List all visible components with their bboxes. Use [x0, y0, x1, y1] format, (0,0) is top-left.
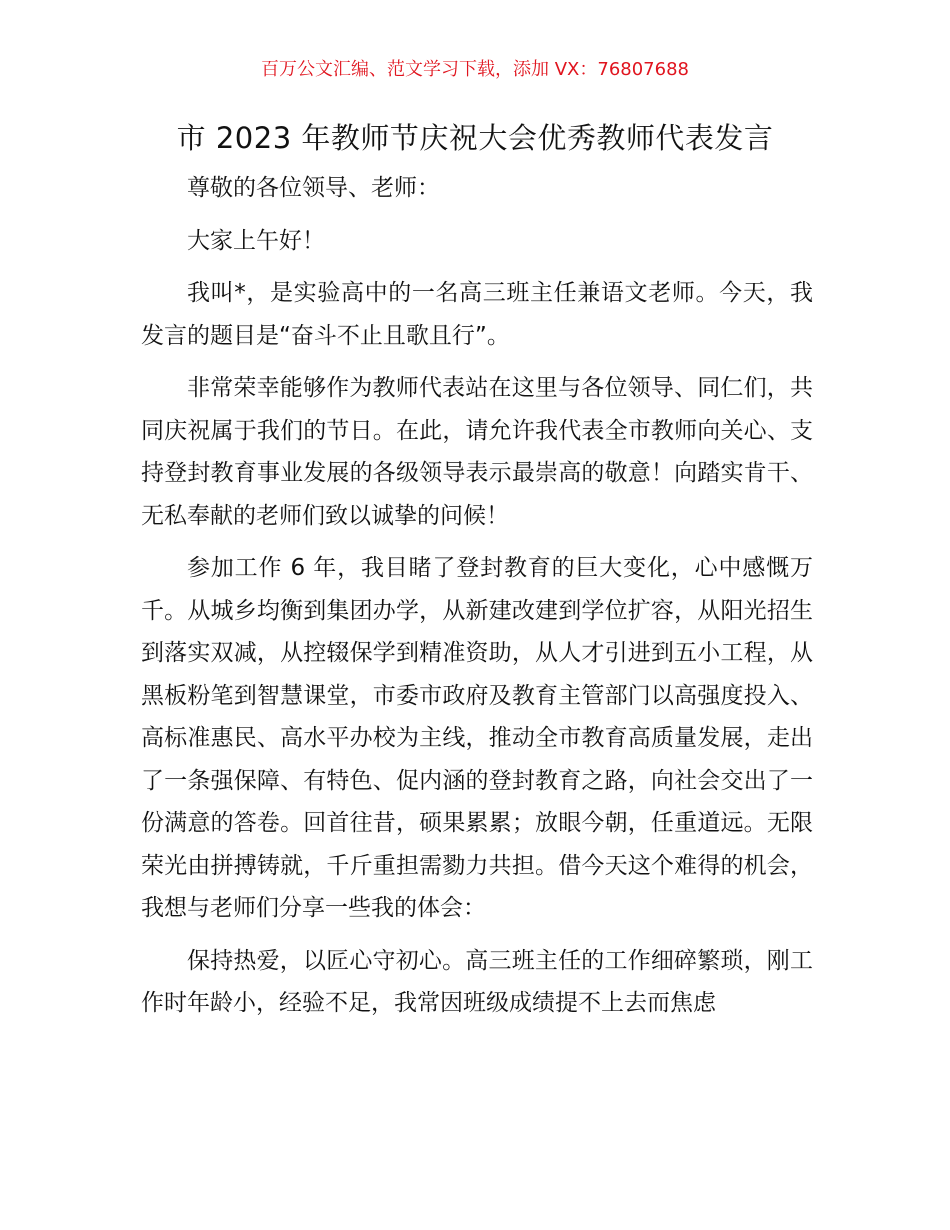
document-title: 市 2023 年教师节庆祝大会优秀教师代表发言	[176, 121, 774, 155]
paragraph-thanks: 非常荣幸能够作为教师代表站在这里与各位领导、同仁们，共同庆祝属于我们的节日。在此，请允许我代表全市教师向关心、支持登封教育事业发展的各级领导表示最崇高的敬意！向踏实肯干、无私奉献的老师们致以诚挚的问候！	[141, 375, 813, 529]
paragraph-salutation: 尊敬的各位领导、老师：	[187, 175, 440, 201]
paragraph-experience: 保持热爱，以匠心守初心。高三班主任的工作细碎繁琐，刚工作时年龄小，经验不足，我常因班级成绩提不上去而焦虑	[141, 947, 813, 1016]
watermark-header: 百万公文汇编、范文学习下载，添加 VX：76807688	[261, 59, 689, 80]
document-body	[141, 167, 813, 1035]
paragraph-introduction: 我叫*，是实验高中的一名高三班主任兼语文老师。今天，我发言的题目是“奋斗不止且歌且行”。	[141, 280, 813, 349]
paragraph-greeting: 大家上午好！	[187, 227, 325, 254]
paragraph-achievements: 参加工作 6 年，我目睹了登封教育的巨大变化，心中感慨万千。从城乡均衡到集团办学，从新建改建到学位扩容，从阳光招生到落实双减，从控辍保学到精准资助，从人才引进到五小工程，从黑板粉笔到智慧课堂，市委市政府及教育主管部门以高强度投入、高标准惠民、高水平办校为主线，推动全市教育高质量发展，走出了一条强保障、有特色、促内涵的登封教育之路，向社会交出了一份满意的答卷。回首往昔，硕果累累；放眼今朝，任重道远。无限荣光由拼搏铸就，千斤重担需勠力共担。借今天这个难得的机会，我想与老师们分享一些我的体会：	[141, 555, 813, 921]
